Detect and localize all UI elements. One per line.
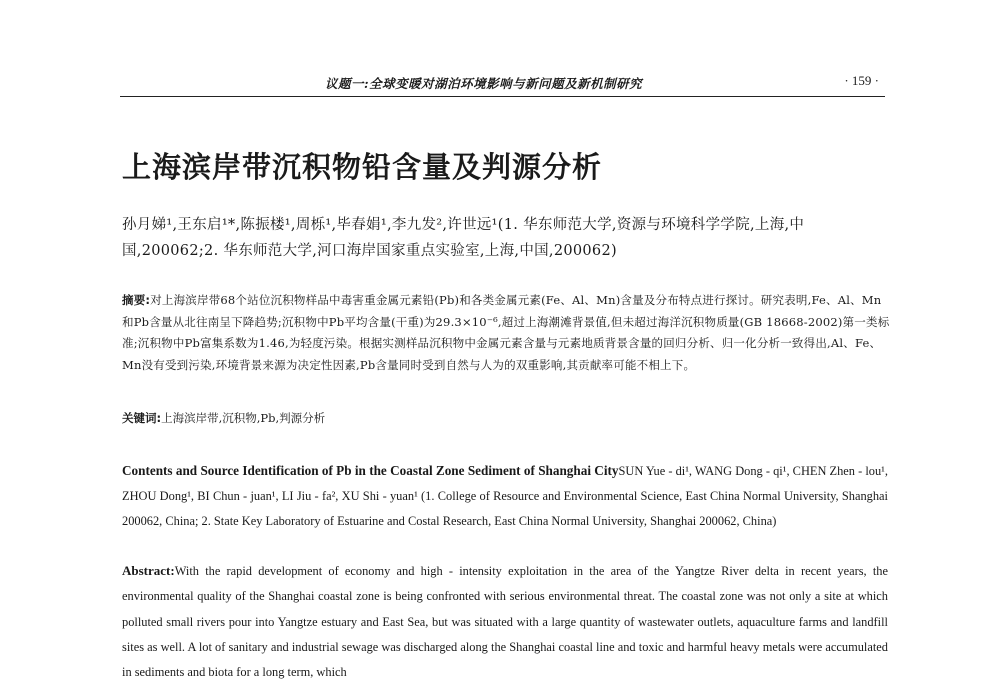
chinese-keywords (122, 408, 892, 429)
running-title: 议题一:全球变暖对湖泊环境影响与新问题及新机制研究 (325, 76, 643, 91)
chinese-keywords-label: 关键词: (122, 411, 162, 425)
chinese-abstract-text: 对上海滨岸带68个站位沉积物样品中毒害重金属元素铅(Pb)和各类金属元素(Fe、Al、Mn)含量及分布特点进行探讨。研究表明,Fe、Al、Mn和Pb含量从北往南呈下降趋势;沉积物中Pb平均含量(干重)为29.3×10⁻⁶,超过上海潮滩背景值,但未超过海洋沉积物质量(GB 18668-2002)第一类标准;沉积物中Pb富集系数为1.46,为轻度污染。根据实测样品沉积物中金属元素含量与元素地质背景含量的回归分析、归一化分析一致得出,Al、Fe、Mn没有受到污染,环境背景来源为决定性因素,Pb含量同时受到自然与人为的双重影响,其贡献率可能不相上下。 (122, 293, 890, 372)
english-abstract (122, 558, 888, 685)
chinese-authors: 孙月娣¹,王东启¹*,陈振楼¹,周栎¹,毕春娟¹,李九发²,许世远¹(1. 华东师范大学,资源与环境科学学院,上海,中国,200062;2. 华东师范大学,河口海岸国家重点实验室,上海,中国,200062) (122, 217, 805, 259)
english-title-authors (122, 458, 888, 534)
chinese-keywords-text: 上海滨岸带,沉积物,Pb,判源分析 (161, 411, 326, 425)
chinese-abstract (122, 290, 892, 376)
chinese-abstract-label: 摘要: (122, 293, 151, 307)
english-abstract-label: Abstract: (122, 563, 175, 578)
english-authors: SUN Yue - di¹, WANG Dong - qi¹, CHEN Zhen - lou¹, ZHOU Dong¹, BI Chun - juan¹, LI Jiu - fa², XU Shi - yuan¹ (1. College of Resource and Environmental Science, East China Normal University, Shanghai 200062, China; 2. State Key Laboratory of Estuarine and Costal Research, East China Normal University, Shanghai 200062, China) (122, 464, 888, 528)
english-abstract-text: With the rapid development of economy and high - intensity exploitation in the area of the Yangtze River delta in recent years, the environmental quality of the Shanghai coastal zone is being confronted with serious environmental threat. The coastal zone was not only a site at which polluted small rivers pour into Yangtze estuary and East Sea, but was situated with a large quantity of wastewater outlets, aquaculture farms and landfill sites as well. A lot of sanitary and industrial sewage was discharged along the Shanghai coastal line and toxic and harmful heavy metals were accumulated in sediments and biota for a long term, which (122, 564, 888, 680)
chinese-title: 上海滨岸带沉积物铅含量及判源分析 (122, 150, 603, 184)
running-header (120, 72, 885, 97)
english-title: Contents and Source Identification of Pb in the Coastal Zone Sediment of Shanghai City (122, 463, 619, 478)
page-number: · 159 · (844, 73, 879, 88)
